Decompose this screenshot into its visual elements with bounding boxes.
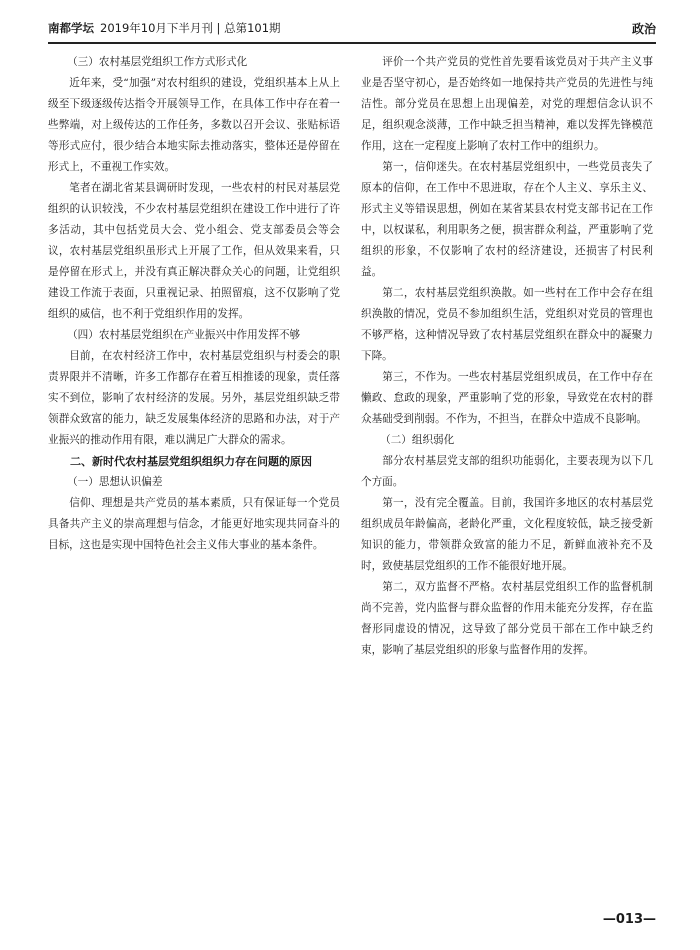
subheading: （三）农村基层党组织工作方式形式化 xyxy=(67,56,248,68)
paragraph: 第二，农村基层党组织涣散。如一些村在工作中会存在组织涣散的情况，党员不参加组织生活，党组织对党员的管理也不够严格，这种情况导致了农村基层党组织在群众中的凝聚力下降。 xyxy=(361,287,653,362)
right-column xyxy=(361,52,653,898)
section-label: 政治 xyxy=(631,22,656,36)
paragraph: 第二，双方监督不严格。农村基层党组织工作的监督机制尚不完善，党内监督与群众监督的作用未能充分发挥，存在监督形同虚设的情况，这导致了部分党员干部在工作中缺乏约束，影响了基层党组织的形象与监督作用的发挥。 xyxy=(361,581,653,656)
issue-info: 2019年10月下半月刊 | 总第101期 xyxy=(100,21,281,35)
subheading: （一）思想认识偏差 xyxy=(67,476,163,488)
paragraph: 第三，不作为。一些农村基层党组织成员，在工作中存在懒政、怠政的现象，严重影响了党的形象，导致党在农村的群众基础受到削弱。不作为，不担当，在群众中造成不良影响。 xyxy=(361,371,653,425)
page-number: —013— xyxy=(602,912,656,927)
paragraph: 评价一个共产党员的党性首先要看该党员对于共产主义事业是否坚守初心，是否始终如一地保持共产党员的先进性与纯洁性。部分党员在思想上出现偏差，对党的理想信念认识不足，组织观念淡薄，工作中缺乏担当精神，难以发挥先锋模范作用，这在一定程度上影响了农村工作中的组织力。 xyxy=(361,56,653,152)
paragraph: 信仰、理想是共产党员的基本素质，只有保证每一个党员具备共产主义的崇高理想与信念，才能更好地实现共同奋斗的目标，这也是实现中国特色社会主义伟大事业的基本条件。 xyxy=(48,497,340,551)
paragraph: 第一，信仰迷失。在农村基层党组织中，一些党员丧失了原本的信仰，在工作中不思进取，存在个人主义、享乐主义、形式主义等错误思想，例如在某省某县农村党支部书记在工作中，以权谋私，利用职务之便，损害群众利益，严重影响了党组织的形象，不仅影响了农村的经济建设，还损害了村民利益。 xyxy=(361,161,653,278)
paragraph: 近年来，受“加强”对农村组织的建设，党组织基本上从上级至下级逐级传达指令开展领导工作，在具体工作中存在着一些弊端，对上级传达的工作任务，多数以召开会议、张贴标语等形式应付，很少结合本地实际去推动落实，整体还是停留在形式上，不重视工作实效。 xyxy=(48,77,340,173)
paragraph: 目前，在农村经济工作中，农村基层党组织与村委会的职责界限并不清晰，许多工作都存在着互相推诿的现象，责任落实不到位，影响了农村经济的发展。另外，基层党组织缺乏带领群众致富的能力，缺乏发展集体经济的思路和办法，对于产业振兴的推动作用有限，难以满足广大群众的需求。 xyxy=(48,350,340,446)
journal-name: 南都学坛 xyxy=(48,21,94,35)
subheading: （四）农村基层党组织在产业振兴中作用发挥不够 xyxy=(67,329,301,341)
left-column xyxy=(48,52,340,898)
paragraph: 第一，没有完全覆盖。目前，我国许多地区的农村基层党组织成员年龄偏高，老龄化严重，文化程度较低，缺乏接受新知识的能力，带领群众致富的能力不足，新鲜血液补充不及时，致使基层党组织的工作不能很好地开展。 xyxy=(361,497,653,572)
subheading: （二）组织弱化 xyxy=(380,434,455,446)
section-heading: 二、新时代农村基层党组织组织力存在问题的原因 xyxy=(70,455,312,468)
paragraph: 部分农村基层党支部的组织功能弱化，主要表现为以下几个方面。 xyxy=(361,455,653,488)
journal-info xyxy=(48,20,281,36)
paragraph: 笔者在湖北省某县调研时发现，一些农村的村民对基层党组织的认识较浅，不少农村基层党组织在建设工作中进行了许多活动，其中包括党员大会、党小组会、党支部委员会等会议，农村基层党组织虽形式上开展了工作，但从效果来看，只是停留在形式上，并没有真正解决群众关心的问题，让党组织建设工作流于表面，只重视记录、拍照留痕，这不仅影响了党组织的威信，也不利于党组织作用的发挥。 xyxy=(48,182,340,320)
running-header xyxy=(48,20,656,44)
